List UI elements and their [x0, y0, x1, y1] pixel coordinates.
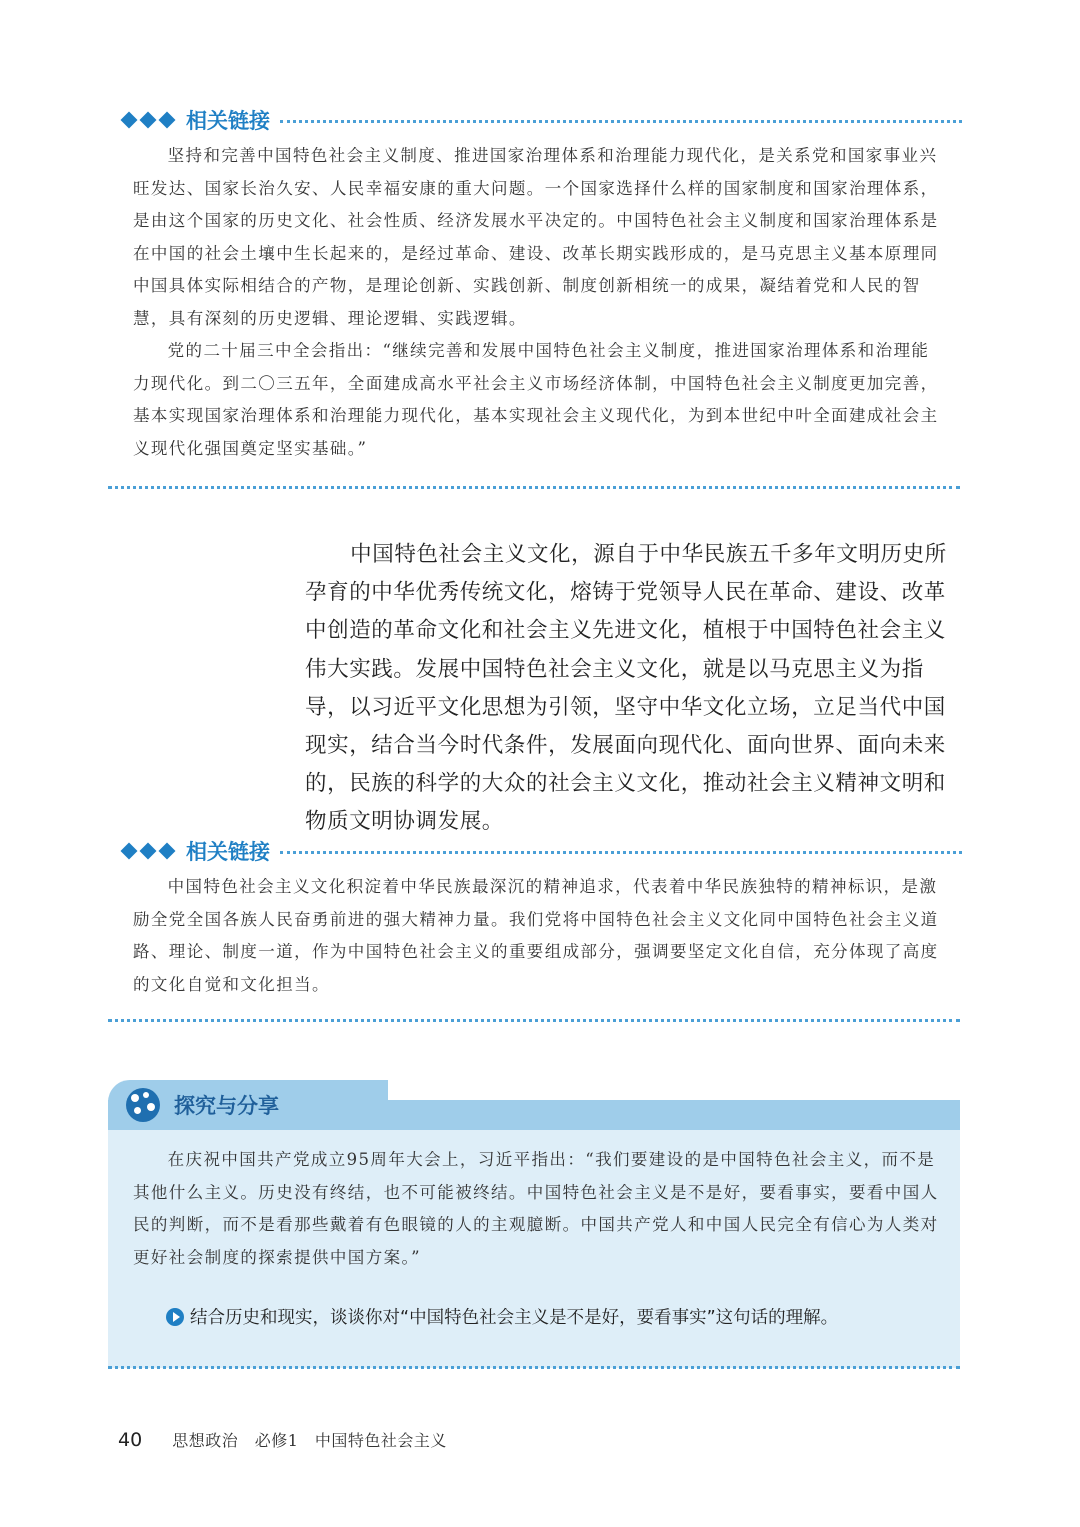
- explore-icon: [126, 1088, 160, 1122]
- explore-paragraph: [133, 1144, 943, 1274]
- explore-title: 探究与分享: [174, 1094, 279, 1118]
- dotted-divider: [108, 1019, 960, 1022]
- explore-header-tab: [108, 1080, 388, 1130]
- related-links-body-2: [133, 871, 941, 1001]
- explore-share-box: [108, 1080, 960, 1368]
- paragraph: 中国特色社会主义文化，源自于中华民族五千多年文明历史所孕育的中华优秀传统文化，熔铸于党领导人民在革命、建设、改革中创造的革命文化和社会主义先进文化，植根于中国特色社会主义伟大实践。发展中国特色社会主义文化，就是以马克思主义为指导，以习近平文化思想为引领，坚守中华文化立场，立足当代中国现实，结合当今时代条件，发展面向现代化、面向世界、面向未来的，民族的科学的大众的社会主义文化，推动社会主义精神文明和物质文明协调发展。: [305, 542, 947, 835]
- dotted-divider: [280, 851, 962, 854]
- dotted-divider: [108, 1366, 960, 1369]
- discussion-question: [166, 1304, 838, 1329]
- section-title: 相关链接: [186, 840, 270, 864]
- paragraph: 坚持和完善中国特色社会主义制度、推进国家治理体系和治理能力现代化，是关系党和国家事业兴旺发达、国家长治久安、人民幸福安康的重大问题。一个国家选择什么样的国家制度和国家治理体系，是由这个国家的历史文化、社会性质、经济发展水平决定的。中国特色社会主义制度和国家治理体系是在中国的社会土壤中生长起来的，是经过革命、建设、改革长期实践形成的，是马克思主义基本原理同中国具体实际相结合的产物，是理论创新、实践创新、制度创新相统一的成果，凝结着党和人民的智慧，具有深刻的历史逻辑、理论逻辑、实践逻辑。: [133, 146, 939, 328]
- question-text: 结合历史和现实，谈谈你对“中国特色社会主义是不是好，要看事实”这句话的理解。: [190, 1308, 839, 1328]
- diamond-bullets-icon: [122, 845, 174, 857]
- related-links-body-1: [133, 140, 941, 465]
- explore-content: [108, 1130, 960, 1368]
- book-title: 思想政治 必修1 中国特色社会主义: [172, 1431, 447, 1450]
- related-links-header-2: [122, 836, 962, 866]
- dotted-divider: [280, 120, 962, 123]
- arrow-bullet-icon: [166, 1308, 184, 1326]
- section-title: 相关链接: [186, 109, 270, 133]
- page-number: 40: [118, 1429, 143, 1451]
- main-body-text: [305, 536, 960, 842]
- diamond-bullets-icon: [122, 114, 174, 126]
- dotted-divider: [108, 486, 960, 489]
- paragraph: 中国特色社会主义文化积淀着中华民族最深沉的精神追求，代表着中华民族独特的精神标识，是激励全党全国各族人民奋勇前进的强大精神力量。我们党将中国特色社会主义文化同中国特色社会主义道路、理论、制度一道，作为中国特色社会主义的重要组成部分，强调要坚定文化自信，充分体现了高度的文化自觉和文化担当。: [133, 877, 939, 994]
- related-links-header-1: [122, 105, 962, 135]
- page-footer: [118, 1428, 447, 1451]
- paragraph: 在庆祝中国共产党成立95周年大会上，习近平指出：“我们要建设的是中国特色社会主义，而不是其他什么主义。历史没有终结，也不可能被终结。中国特色社会主义是不是好，要看事实，要看中国人民的判断，而不是看那些戴着有色眼镜的人的主观臆断。中国共产党人和中国人民完全有信心为人类对更好社会制度的探索提供中国方案。”: [133, 1150, 939, 1267]
- paragraph: 党的二十届三中全会指出：“继续完善和发展中国特色社会主义制度，推进国家治理体系和治理能力现代化。到二〇三五年，全面建成高水平社会主义市场经济体制，中国特色社会主义制度更加完善，基本实现国家治理体系和治理能力现代化，基本实现社会主义现代化，为到本世纪中叶全面建成社会主义现代化强国奠定坚实基础。”: [133, 341, 939, 458]
